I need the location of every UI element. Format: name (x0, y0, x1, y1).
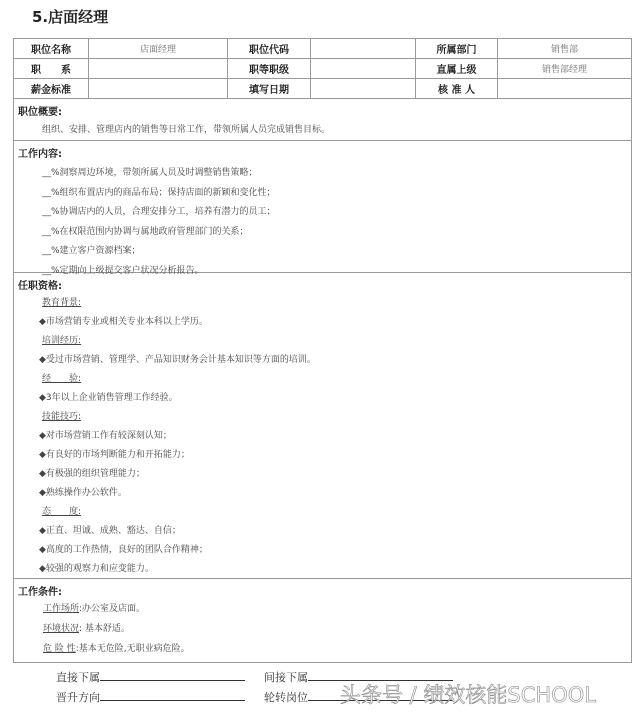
summary-heading: 职位概要: (18, 107, 62, 118)
qualification-item: ◆较强的观察力和应变能力。 (39, 564, 154, 574)
indirect-subordinate-label: 间接下属 (264, 671, 308, 684)
condition-item (43, 601, 145, 614)
duties-section (13, 140, 632, 276)
condition-text: :基本无危险,无职业病危险。 (75, 644, 190, 654)
promotion-direction-field[interactable] (56, 689, 245, 705)
qualification-item: ◆高度的工作热情，良好的团队合作精神； (39, 545, 208, 555)
info-label: 核 准 人 (416, 79, 498, 99)
qualification-item: ◆对市场营销工作有较深刻认知； (39, 431, 172, 441)
conditions-heading: 工作条件: (18, 587, 62, 598)
qualification-subheading: 教育背景: (42, 298, 82, 308)
condition-item (43, 641, 190, 654)
info-label: 职位名称 (14, 39, 89, 59)
qualification-item: ◆有良好的市场判断能力和开拓能力； (39, 450, 190, 460)
conditions-section (13, 578, 632, 663)
qualification-subheading: 培训经历: (42, 336, 82, 346)
direct-subordinate-label: 直接下属 (56, 671, 100, 684)
duty-item: __%在权限范围内协调与属地政府管理部门的关系； (42, 226, 249, 237)
direct-subordinate-field[interactable] (56, 669, 245, 685)
condition-label: 环境状况 (43, 624, 80, 634)
info-label: 填写日期 (228, 79, 311, 99)
qualification-item: ◆熟练操作办公软件。 (39, 488, 127, 498)
qualification-item: ◆市场营销专业或相关专业本科以上学历。 (39, 317, 208, 327)
info-label: 职 系 (14, 59, 89, 79)
info-value (311, 79, 416, 99)
info-value: 销售部经理 (498, 59, 632, 79)
info-label: 所属部门 (416, 39, 498, 59)
duty-item: __%定期向上级提交客户状况分析报告。 (42, 265, 204, 276)
position-info-table (13, 38, 632, 99)
info-value: 店面经理 (89, 39, 228, 59)
summary-section (13, 98, 632, 141)
info-value (311, 39, 416, 59)
info-label: 直属上级 (416, 59, 498, 79)
info-value: 销售部 (498, 39, 632, 59)
info-row (14, 39, 632, 59)
info-label: 职等职级 (228, 59, 311, 79)
qualification-item: ◆3年以上企业销售管理工作经验。 (39, 393, 178, 403)
condition-label: 工作场所 (43, 604, 80, 614)
info-value (311, 59, 416, 79)
condition-item (43, 621, 130, 634)
condition-text: : 基本舒适。 (79, 624, 130, 634)
duty-item: __%建立客户资源档案； (42, 246, 141, 256)
duty-item: __%协调店内的人员，合理安排分工，培养有潜力的员工； (42, 207, 276, 217)
info-row (14, 59, 632, 79)
qualification-subheading: 技能技巧: (42, 412, 82, 422)
rotation-position-label: 轮转岗位 (264, 691, 308, 704)
qualification-subheading: 态 度: (42, 507, 82, 517)
qualifications-heading: 任职资格: (18, 281, 62, 292)
info-row (14, 79, 632, 99)
qualification-item: ◆正直、坦诚、成熟、豁达、自信； (39, 526, 181, 536)
info-value (89, 79, 228, 99)
info-value (89, 59, 228, 79)
info-label: 薪金标准 (14, 79, 89, 99)
qualification-subheading: 经 验: (42, 374, 82, 384)
info-label: 职位代码 (228, 39, 311, 59)
promotion-direction-label: 晋升方向 (56, 691, 100, 704)
qualifications-section (13, 272, 632, 579)
qualification-item: ◆受过市场营销、管理学、产品知识财务会计基本知识等方面的培训。 (39, 355, 316, 365)
condition-text: :办公室及店面。 (79, 604, 146, 614)
duty-item: __%组织布置店内的商品布局；保持店面的新颖和变化性； (42, 187, 276, 198)
condition-label: 危 险 性 (43, 644, 76, 654)
page-title: 5.店面经理 (32, 8, 109, 26)
info-value (498, 79, 632, 99)
duty-item: __%洞察周边环境，带领所属人员及时调整销售策略； (42, 168, 258, 178)
qualification-item: ◆有极强的组织管理能力； (39, 469, 145, 479)
duties-heading: 工作内容: (18, 149, 62, 160)
summary-text: 组织、安排、管理店内的销售等日常工作，带领所属人员完成销售目标。 (42, 125, 331, 135)
watermark: 头条号 / 绩效核能SCHOOL (340, 683, 596, 707)
